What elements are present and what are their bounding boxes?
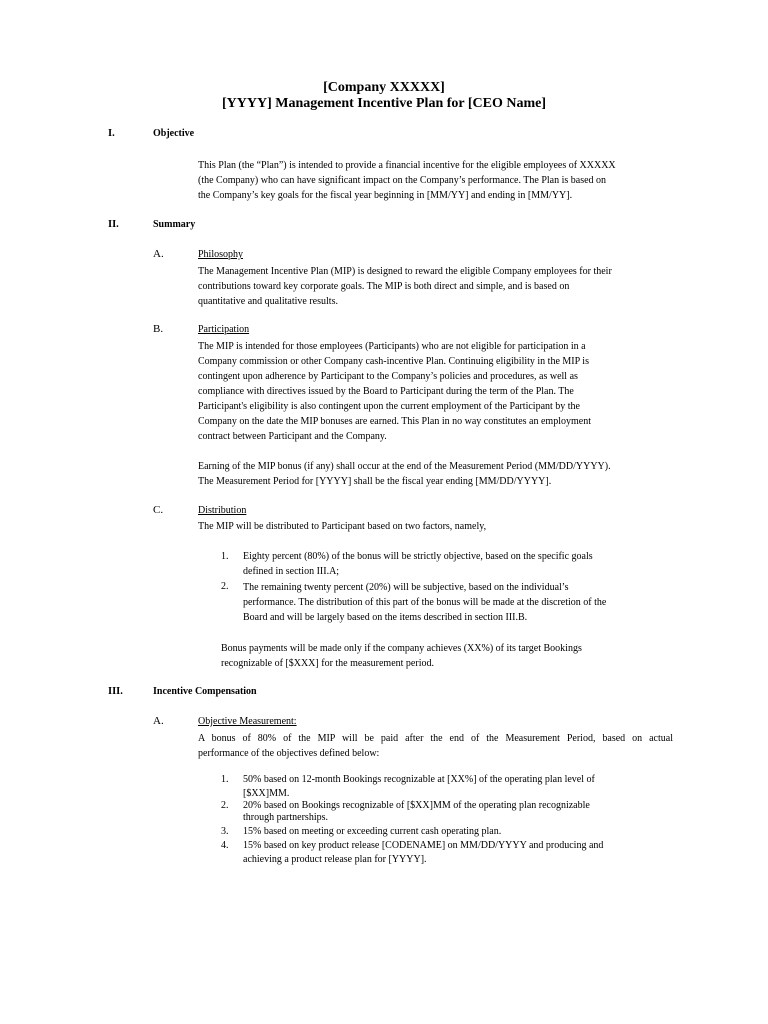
- text-line: contributions toward key corporate goals. The MIP is both direct and simple, and is based on: [198, 281, 570, 292]
- subsection-letter-c: C.: [153, 504, 164, 516]
- list-text: [243, 840, 603, 865]
- text-line: achieving a product release plan for [YYYY].: [243, 853, 427, 865]
- list-number: 1.: [221, 774, 229, 785]
- text-line: Company commission or other Company cash-incentive Plan. Continuing eligibility in the MIP is: [198, 356, 589, 367]
- text-line: (the Company) who can have significant impact on the Company’s performance. The Plan is based on: [198, 175, 607, 186]
- document-title-plan: [YYYY] Management Incentive Plan for [CEO Name]: [221, 96, 547, 111]
- list-number: 4.: [221, 840, 229, 851]
- document-title-company: [Company XXXXX]: [323, 80, 445, 95]
- text-line: Eighty percent (80%) of the bonus will be strictly objective, based on the specific goals: [243, 551, 593, 562]
- list-text: [243, 774, 595, 799]
- distribution-intro: [198, 519, 486, 534]
- text-line: performance of the objectives defined below:: [198, 748, 380, 759]
- section-number-1: I.: [108, 128, 115, 139]
- section-number-2: II.: [108, 219, 119, 230]
- subsection-letter-a: A.: [153, 715, 164, 727]
- section-heading-summary: Summary: [153, 219, 196, 230]
- section-heading-incentive-compensation: Incentive Compensation: [153, 686, 257, 697]
- list-text: [243, 580, 606, 625]
- text-line: The Management Incentive Plan (MIP) is designed to reward the eligible Company employees for their: [198, 266, 612, 277]
- text-line: The remaining twenty percent (20%) will be subjective, based on the individual’s: [243, 582, 569, 593]
- text-line: 15% based on meeting or exceeding current cash operating plan.: [243, 826, 502, 837]
- text-line: 20% based on Bookings recognizable of [$XX]MM of the operating plan recognizable: [243, 800, 590, 811]
- subsection-title-distribution: Distribution: [198, 505, 247, 516]
- subsection-title-participation: Participation: [198, 324, 250, 335]
- objective-paragraph: [198, 158, 616, 203]
- objective-measurement-paragraph: [198, 731, 673, 761]
- subsection-title-objective-measurement: Objective Measurement:: [198, 716, 297, 727]
- text-line: Board and will be largely based on the items described in section III.B.: [243, 612, 528, 623]
- list-number: 3.: [221, 826, 229, 837]
- list-text: [243, 826, 501, 838]
- philosophy-paragraph: [198, 264, 612, 309]
- text-line: The MIP will be distributed to Participant based on two factors, namely,: [198, 521, 487, 532]
- subsection-title-philosophy: Philosophy: [198, 249, 244, 260]
- section-number-3: III.: [108, 686, 123, 697]
- text-line: A bonus of 80% of the MIP will be paid after the end of the Measurement Period, based on actual: [198, 733, 673, 744]
- text-line: through partnerships.: [243, 811, 328, 823]
- list-text: [243, 800, 590, 823]
- text-line: Bonus payments will be made only if the company achieves (XX%) of its target Bookings: [221, 643, 582, 654]
- list-text: [243, 550, 593, 578]
- text-line: 50% based on 12-month Bookings recognizable at [XX%] of the operating plan level of: [243, 774, 595, 785]
- text-line: Participant's eligibility is also contingent upon the current employment of the Participant by the: [198, 401, 580, 412]
- subsection-letter-a: A.: [153, 248, 164, 260]
- participation-paragraph: [198, 339, 591, 444]
- text-line: The Measurement Period for [YYYY] shall be the fiscal year ending [MM/DD/YYYY].: [198, 476, 552, 487]
- text-line: This Plan (the “Plan”) is intended to provide a financial incentive for the eligible employees of XXXXX: [198, 160, 616, 171]
- text-line: defined in section III.A;: [243, 565, 340, 577]
- text-line: The MIP is intended for those employees (Participants) who are not eligible for participation in a: [198, 341, 586, 352]
- list-number: 1.: [221, 551, 229, 562]
- list-number: 2.: [221, 581, 229, 592]
- bonus-payment-paragraph: [221, 641, 582, 671]
- text-line: [$XX]MM.: [243, 787, 290, 799]
- subsection-letter-b: B.: [153, 323, 164, 335]
- text-line: performance. The distribution of this part of the bonus will be made at the discretion of the: [243, 597, 607, 608]
- measurement-period-paragraph: [198, 459, 611, 489]
- text-line: quantitative and qualitative results.: [198, 296, 338, 307]
- text-line: the Company’s key goals for the fiscal year beginning in [MM/YY] and ending in [MM/YY].: [198, 190, 573, 201]
- text-line: contract between Participant and the Company.: [198, 431, 387, 442]
- text-line: compliance with directives issued by the Board to Participant during the term of the Plan. The: [198, 386, 574, 397]
- section-heading-objective: Objective: [153, 128, 195, 139]
- list-number: 2.: [221, 800, 229, 811]
- text-line: Earning of the MIP bonus (if any) shall occur at the end of the Measurement Period (MM/DD/YYYY).: [198, 461, 611, 472]
- text-line: recognizable of [$XXX] for the measurement period.: [221, 658, 434, 669]
- text-line: Company on the date the MIP bonuses are earned. This Plan in no way constitutes an employment: [198, 416, 591, 427]
- text-line: 15% based on key product release [CODENAME] on MM/DD/YYYY and producing and: [243, 840, 604, 851]
- text-line: contingent upon adherence by Participant to the Company’s policies and procedures, as well as: [198, 371, 578, 382]
